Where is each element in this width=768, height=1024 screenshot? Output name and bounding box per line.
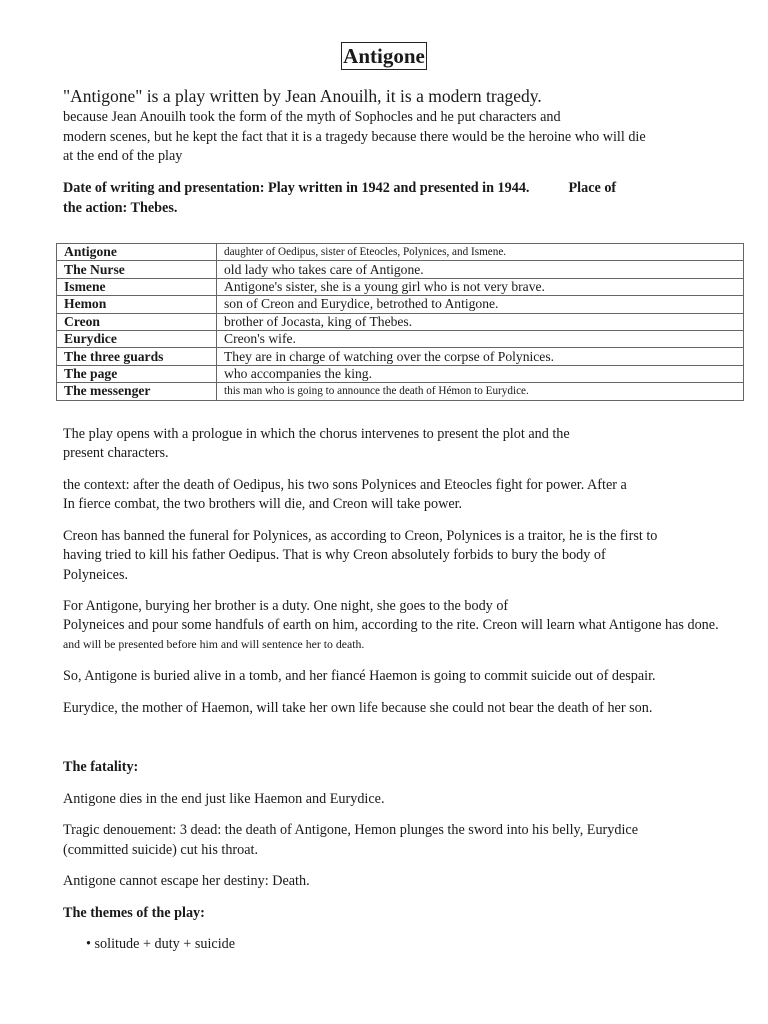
character-desc: brother of Jocasta, king of Thebes.: [217, 313, 744, 330]
intro-lead: "Antigone" is a play written by Jean Anouilh, it is a modern tragedy.: [63, 86, 542, 106]
duty-line: and will be presented before him and will sentence her to death.: [63, 637, 365, 651]
character-name: The three guards: [57, 348, 217, 365]
title-wrap: [0, 42, 768, 70]
page-title: Antigone: [343, 44, 425, 68]
table-row: [57, 383, 744, 400]
bullet-icon: •: [86, 936, 91, 952]
themes-heading: The themes of the play:: [63, 905, 205, 921]
characters-table: [56, 243, 744, 401]
character-name: The page: [57, 365, 217, 382]
intro-line: at the end of the play: [63, 148, 183, 164]
table-row: [57, 296, 744, 313]
duty-line: For Antigone, burying her brother is a duty. One night, she goes to the body of: [63, 598, 509, 614]
table-row: [57, 244, 744, 261]
table-row: [57, 330, 744, 347]
character-name: The messenger: [57, 383, 217, 400]
context-line: In fierce combat, the two brothers will die, and Creon will take power.: [63, 496, 463, 512]
intro-line: because Jean Anouilh took the form of the myth of Sophocles and he put characters and: [63, 109, 561, 125]
character-desc: Antigone's sister, she is a young girl who is not very brave.: [217, 278, 744, 295]
character-desc: They are in charge of watching over the corpse of Polynices.: [217, 348, 744, 365]
character-desc: who accompanies the king.: [217, 365, 744, 382]
table-row: [57, 365, 744, 382]
table-row: [57, 313, 744, 330]
theme-text: solitude + duty + suicide: [94, 936, 236, 952]
creon-line: Creon has banned the funeral for Polynices, as according to Creon, Polynices is a traitor, he is the first to: [63, 528, 658, 544]
character-name: Ismene: [57, 278, 217, 295]
eurydice-paragraph: Eurydice, the mother of Haemon, will take her own life because she could not bear the death of her son.: [63, 700, 653, 716]
character-name: The Nurse: [57, 261, 217, 278]
denouement-line: Tragic denouement: 3 dead: the death of Antigone, Hemon plunges the sword into his belly, Eurydice: [63, 822, 639, 838]
context-line: the context: after the death of Oedipus, his two sons Polynices and Eteocles fight for power. After a: [63, 477, 627, 493]
creon-line: Polyneices.: [63, 567, 129, 583]
character-desc: Creon's wife.: [217, 330, 744, 347]
creon-line: having tried to kill his father Oedipus. That is why Creon absolutely forbids to bury the body of: [63, 547, 606, 563]
themes-list-item: [86, 934, 235, 954]
tomb-paragraph: So, Antigone is buried alive in a tomb, and her fiancé Haemon is going to commit suicide out of despair.: [63, 668, 656, 684]
prologue-line: present characters.: [63, 445, 169, 461]
character-desc: old lady who takes care of Antigone.: [217, 261, 744, 278]
character-name: Hemon: [57, 296, 217, 313]
destiny-line: Antigone cannot escape her destiny: Death.: [63, 873, 310, 889]
duty-line: Polyneices and pour some handfuls of earth on him, according to the rite. Creon will learn what Antigone has done.: [63, 617, 719, 633]
denouement-line: (committed suicide) cut his throat.: [63, 842, 259, 858]
fatality-line: Antigone dies in the end just like Haemon and Eurydice.: [63, 791, 385, 807]
table-row: [57, 261, 744, 278]
table-row: [57, 278, 744, 295]
date-line: Date of writing and presentation: Play written in 1942 and presented in 1944. Place of: [63, 180, 617, 196]
place-line: the action: Thebes.: [63, 200, 178, 216]
intro-line: modern scenes, but he kept the fact that it is a tragedy because there would be the heroine who will die: [63, 129, 646, 145]
character-desc: this man who is going to announce the death of Hémon to Eurydice.: [217, 383, 744, 400]
prologue-line: The play opens with a prologue in which the chorus intervenes to present the plot and the: [63, 426, 570, 442]
character-name: Eurydice: [57, 330, 217, 347]
character-desc: son of Creon and Eurydice, betrothed to Antigone.: [217, 296, 744, 313]
character-name: Antigone: [57, 244, 217, 261]
character-desc: daughter of Oedipus, sister of Eteocles, Polynices, and Ismene.: [217, 244, 744, 261]
table-row: [57, 348, 744, 365]
fatality-heading: The fatality:: [63, 759, 139, 775]
character-name: Creon: [57, 313, 217, 330]
